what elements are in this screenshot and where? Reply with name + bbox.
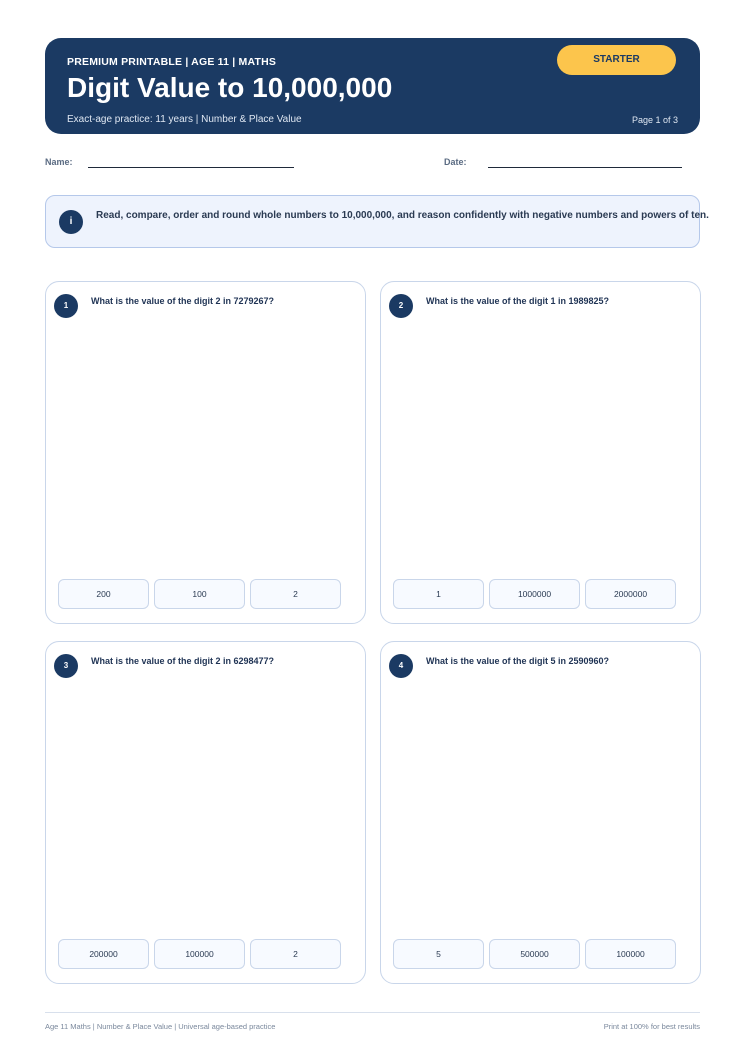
answer-option[interactable]: 500000 bbox=[489, 939, 580, 969]
answer-option[interactable]: 2 bbox=[250, 579, 341, 609]
date-field[interactable] bbox=[488, 167, 682, 168]
answer-options bbox=[58, 579, 341, 609]
answer-option[interactable]: 100000 bbox=[154, 939, 245, 969]
question-card-4 bbox=[380, 641, 701, 984]
answer-options bbox=[393, 579, 676, 609]
footer-left-text: Age 11 Maths | Number & Place Value | Universal age-based practice bbox=[45, 1022, 276, 1031]
answer-option[interactable]: 100000 bbox=[585, 939, 676, 969]
info-text: Read, compare, order and round whole numbers to 10,000,000, and reason confidently with negative numbers and powers of ten. bbox=[96, 210, 709, 221]
page-title: Digit Value to 10,000,000 bbox=[67, 72, 393, 103]
question-card-1 bbox=[45, 281, 366, 624]
question-number: 3 bbox=[54, 654, 78, 678]
date-label: Date: bbox=[444, 157, 467, 167]
level-badge: STARTER bbox=[557, 45, 676, 75]
answer-option[interactable]: 2000000 bbox=[585, 579, 676, 609]
footer-divider bbox=[45, 1012, 700, 1013]
header-kicker: PREMIUM PRINTABLE | AGE 11 | MATHS bbox=[67, 56, 277, 68]
answer-option[interactable]: 200 bbox=[58, 579, 149, 609]
answer-option[interactable]: 2 bbox=[250, 939, 341, 969]
question-card-3 bbox=[45, 641, 366, 984]
question-card-2 bbox=[380, 281, 701, 624]
question-number: 2 bbox=[389, 294, 413, 318]
name-label: Name: bbox=[45, 157, 73, 167]
answer-options bbox=[393, 939, 676, 969]
info-icon: i bbox=[59, 210, 83, 234]
question-text: What is the value of the digit 5 in 2590960? bbox=[426, 656, 610, 666]
answer-option[interactable]: 1 bbox=[393, 579, 484, 609]
name-field[interactable] bbox=[88, 167, 294, 168]
question-text: What is the value of the digit 1 in 1989825? bbox=[426, 296, 610, 306]
worksheet-header bbox=[45, 38, 700, 134]
answer-option[interactable]: 5 bbox=[393, 939, 484, 969]
page-indicator: Page 1 of 3 bbox=[631, 115, 678, 125]
header-subtitle: Exact-age practice: 11 years | Number & Place Value bbox=[67, 114, 302, 125]
answer-options bbox=[58, 939, 341, 969]
question-text: What is the value of the digit 2 in 7279267? bbox=[91, 296, 275, 306]
info-banner bbox=[45, 195, 709, 248]
question-number: 1 bbox=[54, 294, 78, 318]
answer-option[interactable]: 200000 bbox=[58, 939, 149, 969]
answer-option[interactable]: 100 bbox=[154, 579, 245, 609]
answer-option[interactable]: 1000000 bbox=[489, 579, 580, 609]
question-number: 4 bbox=[389, 654, 413, 678]
footer-right-text: Print at 100% for best results bbox=[603, 1022, 700, 1031]
question-text: What is the value of the digit 2 in 6298477? bbox=[91, 656, 275, 666]
